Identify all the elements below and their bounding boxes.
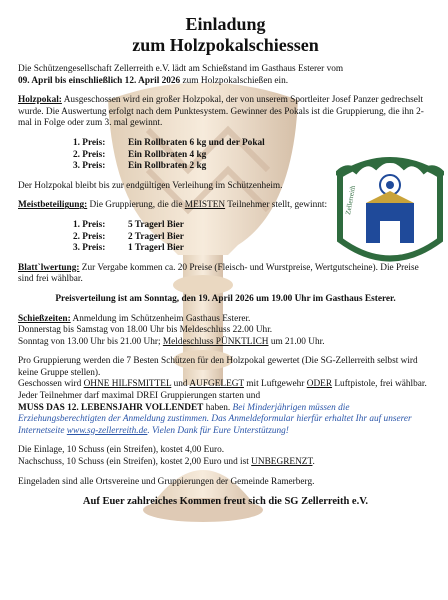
schiess-line-3a: Sonntag von 13.00 Uhr bis 21.00 Uhr; [18, 336, 163, 347]
einlage-line-1: Die Einlage, 10 Schuss (ein Streifen), kostet 4,00 Euro. [18, 445, 225, 456]
gruppe-line-2e: mit Luftgewehr [243, 379, 307, 390]
prize-rank: 3. Preis: [73, 161, 106, 172]
prize-row [73, 243, 433, 255]
prize-value: Ein Rollbraten 2 kg [128, 161, 207, 172]
gruppe-line-4b: haben. [203, 402, 233, 413]
einlage-unbegrenzt: UNBEGRENZT [251, 457, 313, 468]
title-line-2: zum Holzpokalschiessen [132, 35, 319, 55]
gruppierung-paragraph [18, 356, 433, 437]
schiess-heading: Schießzeiten: [18, 313, 71, 324]
prize-rank: 2. Preis: [73, 231, 106, 242]
gruppe-line-2g: Luftpistole, frei wählbar. [332, 379, 427, 390]
einlage-line-2c: . [312, 457, 315, 468]
prize-row [73, 161, 433, 173]
crest-text-left: Zellerreith [344, 184, 358, 216]
website-link[interactable]: www.sg-zellerreith.de [66, 425, 148, 436]
blattlwertung-paragraph [18, 263, 433, 286]
gruppe-ohne-hilfsmittel: OHNE HILFSMITTEL [83, 379, 172, 390]
holzpokal-heading: Holzpokal: [18, 95, 62, 106]
gruppe-line-2a: Geschossen wird [18, 379, 84, 390]
gruppe-aufgelegt: AUFGELEGT [189, 379, 244, 390]
holzpokal-remark: Der Holzpokal bleibt bis zur endgültigen Verleihung im Schützenheim. [18, 180, 283, 191]
prize-rank: 1. Preis: [73, 219, 106, 230]
gruppe-line-3: Jeder Teilnehmer darf maximal DREI Gruppierungen starten und [18, 391, 261, 402]
prize-rank: 3. Preis: [73, 243, 106, 254]
prize-value: 2 Tragerl Bier [128, 231, 184, 242]
prize-row [73, 138, 433, 150]
holzpokal-text: Ausgeschossen wird ein großer Holzpokal, der von unserem Sportleiter Josef Panzer gedrechselt wurde. Die Auswertung erfolgt nach dem Punktesystem. Gewinner des Pokals ist die Gruppierung, die ihn 2-mal in Folge oder zum 3. mal gewinnt. [18, 95, 424, 129]
schiess-line-2: Donnerstag bis Samstag von 18.00 Uhr bis Meldeschluss 22.00 Uhr. [18, 325, 273, 336]
eingeladen-line: Eingeladen sind alle Ortsvereine und Gruppierungen der Gemeinde Ramerberg. [18, 476, 315, 487]
prize-value: Ein Rollbraten 6 kg und der Pokal [128, 137, 265, 148]
blatt-text: Zur Vergabe kommen ca. 20 Preise (Fleisch- und Wurstpreise, Wertgutscheine). Die Preise sind frei wählbar. [18, 262, 419, 285]
gruppe-lebensjahr: MUSS DAS 12. LEBENSJAHR VOLLENDET [18, 402, 204, 413]
schiess-meldeschluss: Meldeschluss PÜNKTLICH [162, 336, 269, 347]
meistbeteiligung-paragraph [18, 200, 333, 212]
intro-paragraph [18, 64, 433, 87]
intro-text-1: Die Schützengesellschaft Zellerreith e.V. lädt am Schießstand im Gasthaus Esterer vom [18, 64, 344, 74]
einlage-line-2a: Nachschuss, 10 Schuss (ein Streifen), kostet 2,00 Euro und ist [18, 457, 252, 468]
blatt-heading: Blatt`lwertung: [18, 262, 80, 273]
meist-prizes [73, 220, 433, 255]
schiess-line-3c: um 21.00 Uhr. [268, 336, 325, 347]
prize-rank: 2. Preis: [73, 149, 106, 160]
gruppe-line-2c: und [171, 379, 190, 390]
prize-value: 1 Tragerl Bier [128, 243, 184, 254]
gruppe-thanks: . Vielen Dank für Eure Unterstützung! [147, 425, 289, 436]
title-line-1: Einladung [185, 14, 266, 34]
gruppe-oder: ODER [306, 379, 333, 390]
prize-row [73, 220, 433, 232]
prize-rank: 1. Preis: [73, 137, 106, 148]
prize-row [73, 232, 433, 244]
einlage-paragraph [18, 445, 433, 468]
meist-text-1: Die Gruppierung, die die [87, 200, 185, 211]
intro-text-2: zum Holzpokalschießen ein. [180, 75, 289, 86]
meist-meisten: MEISTEN [184, 200, 226, 211]
prize-row [73, 150, 433, 162]
meist-text-2: Teilnehmer stellt, gewinnt: [225, 200, 328, 211]
schiesszeiten-paragraph [18, 314, 433, 349]
prize-value: 5 Tragerl Bier [128, 219, 184, 230]
holzpokal-prizes [73, 138, 433, 173]
gruppe-minderjaehrige-note: Bei Minderjährigen müssen die Erziehungsberechtigten der Anmeldung zustimmen. Das Anmeldeformular hierfür erhaltet Ihr auf unserer Internetseite [18, 402, 412, 436]
prize-value: Ein Rollbraten 4 kg [128, 149, 207, 160]
preisverteilung-line: Preisverteilung ist am Sonntag, den 19. April 2026 um 19.00 Uhr im Gasthaus Esterer. [55, 293, 396, 304]
holzpokal-paragraph [18, 95, 433, 130]
meist-heading: Meistbeteiligung: [18, 200, 88, 211]
footer-line: Auf Euer zahlreiches Kommen freut sich die SG Zellerreith e.V. [82, 496, 369, 508]
schiess-line-1: Anmeldung im Schützenheim Gasthaus Esterer. [70, 313, 251, 324]
gruppe-line-1: Pro Gruppierung werden die 7 Besten Schützen für den Holzpokal gewertet (Die SG-Zellerreith selbst wird keine Gruppe stellen). [18, 356, 418, 378]
intro-dates: 09. April bis einschließlich 12. April 2026 [18, 75, 181, 86]
